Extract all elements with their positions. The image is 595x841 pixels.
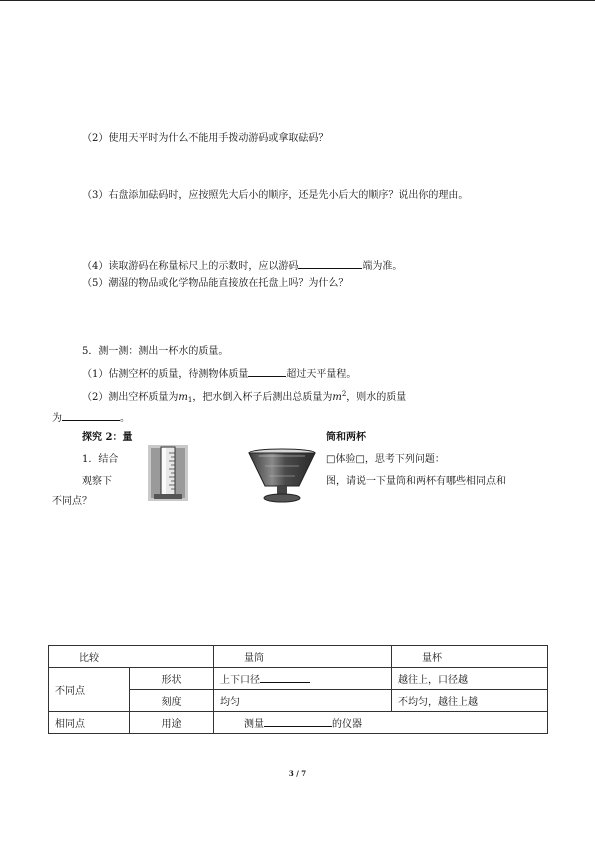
- measure-step-2-line2: [52, 410, 130, 425]
- measure-step-2: [82, 388, 406, 406]
- header-compare: 比较: [49, 646, 214, 668]
- question-5: （5）潮湿的物品或化学物品能直接放在托盘上吗？为什么？: [82, 278, 349, 289]
- measure-title: 5．测一测：测出一杯水的质量。: [82, 346, 229, 357]
- intro-line-3: 不同点？: [52, 496, 92, 507]
- measure-step-2-line2-text: 为: [52, 413, 62, 424]
- measure-step-1-text: （1）估测空杯的质量，待测物体质量: [82, 369, 249, 380]
- header-cup: 量杯: [392, 646, 548, 668]
- measure-step-2-end: ，则水的质量: [346, 392, 407, 403]
- use-blank[interactable]: [264, 716, 332, 727]
- question-4-text-end: 端为准。: [362, 261, 403, 272]
- table-header-row: [49, 646, 548, 668]
- measure-step-1-text-end: 超过天平量程。: [286, 369, 357, 380]
- var-m2: m: [332, 392, 342, 403]
- intro-right-2: 图，请说一下量筒和两杯有哪些相同点和: [326, 476, 506, 487]
- water-mass-blank[interactable]: [62, 410, 120, 421]
- var-m-sub: 1: [187, 396, 193, 404]
- intro-left-1: 1．结合: [82, 454, 119, 465]
- attr-shape: 形状: [130, 668, 214, 690]
- intro-right-1: □体验□，思考下列问题：: [326, 454, 445, 465]
- measure-step-2-text: （2）测出空杯质量为: [82, 392, 179, 403]
- cell-use-text: 测量: [244, 719, 264, 730]
- question-2: （2）使用天平时为什么不能用手拨动游码或拿取砝码？: [82, 133, 329, 144]
- cell-cylinder-scale: 均匀: [214, 690, 392, 712]
- table-row: [49, 712, 548, 734]
- table-row: [49, 668, 548, 690]
- graduated-cylinder-image: [148, 445, 188, 501]
- intro-left-2: 观察下: [82, 476, 112, 487]
- question-4-text: （4）读取游码在称量标尺上的示数时，应以游码: [82, 261, 299, 272]
- measuring-cup-image: [247, 448, 317, 504]
- measure-step-2-mid: ，把水倒入杯子后测出总质量为: [192, 392, 333, 403]
- page-top-border: [0, 0, 595, 1]
- header-cylinder: 量筒: [214, 646, 392, 668]
- attr-scale: 刻度: [130, 690, 214, 712]
- cell-cylinder-shape: [214, 668, 392, 690]
- shape-blank[interactable]: [260, 672, 310, 683]
- attr-use: 用途: [130, 712, 214, 734]
- cell-cylinder-shape-text: 上下口径: [220, 675, 260, 686]
- cell-cup-shape: 越往上，口径越: [392, 668, 548, 690]
- cell-use-text-end: 的仪器: [332, 719, 362, 730]
- explore-heading-left: 探究 2：量: [82, 432, 133, 443]
- measure-step-2-line2-end: 。: [120, 413, 130, 424]
- same-group-label: 相同点: [49, 712, 130, 734]
- question-4: [82, 258, 402, 273]
- var-m2-sup: 2: [341, 390, 347, 398]
- explore-heading-right: 筒和两杯: [326, 432, 366, 443]
- question-4-blank[interactable]: [298, 258, 362, 269]
- comparison-table: [48, 645, 548, 734]
- measure-step-1: [82, 366, 356, 381]
- cell-use: [214, 712, 548, 734]
- var-m: m: [178, 392, 188, 403]
- question-3: （3）右盘添加砝码时，应按照先大后小的顺序，还是先小后大的顺序？说出你的理由。: [82, 190, 469, 201]
- diff-group-label: 不同点: [49, 668, 130, 712]
- measure-step-1-blank[interactable]: [248, 366, 286, 377]
- page-number: 3 / 7: [288, 769, 307, 778]
- cell-cup-scale: 不均匀，越往上越: [392, 690, 548, 712]
